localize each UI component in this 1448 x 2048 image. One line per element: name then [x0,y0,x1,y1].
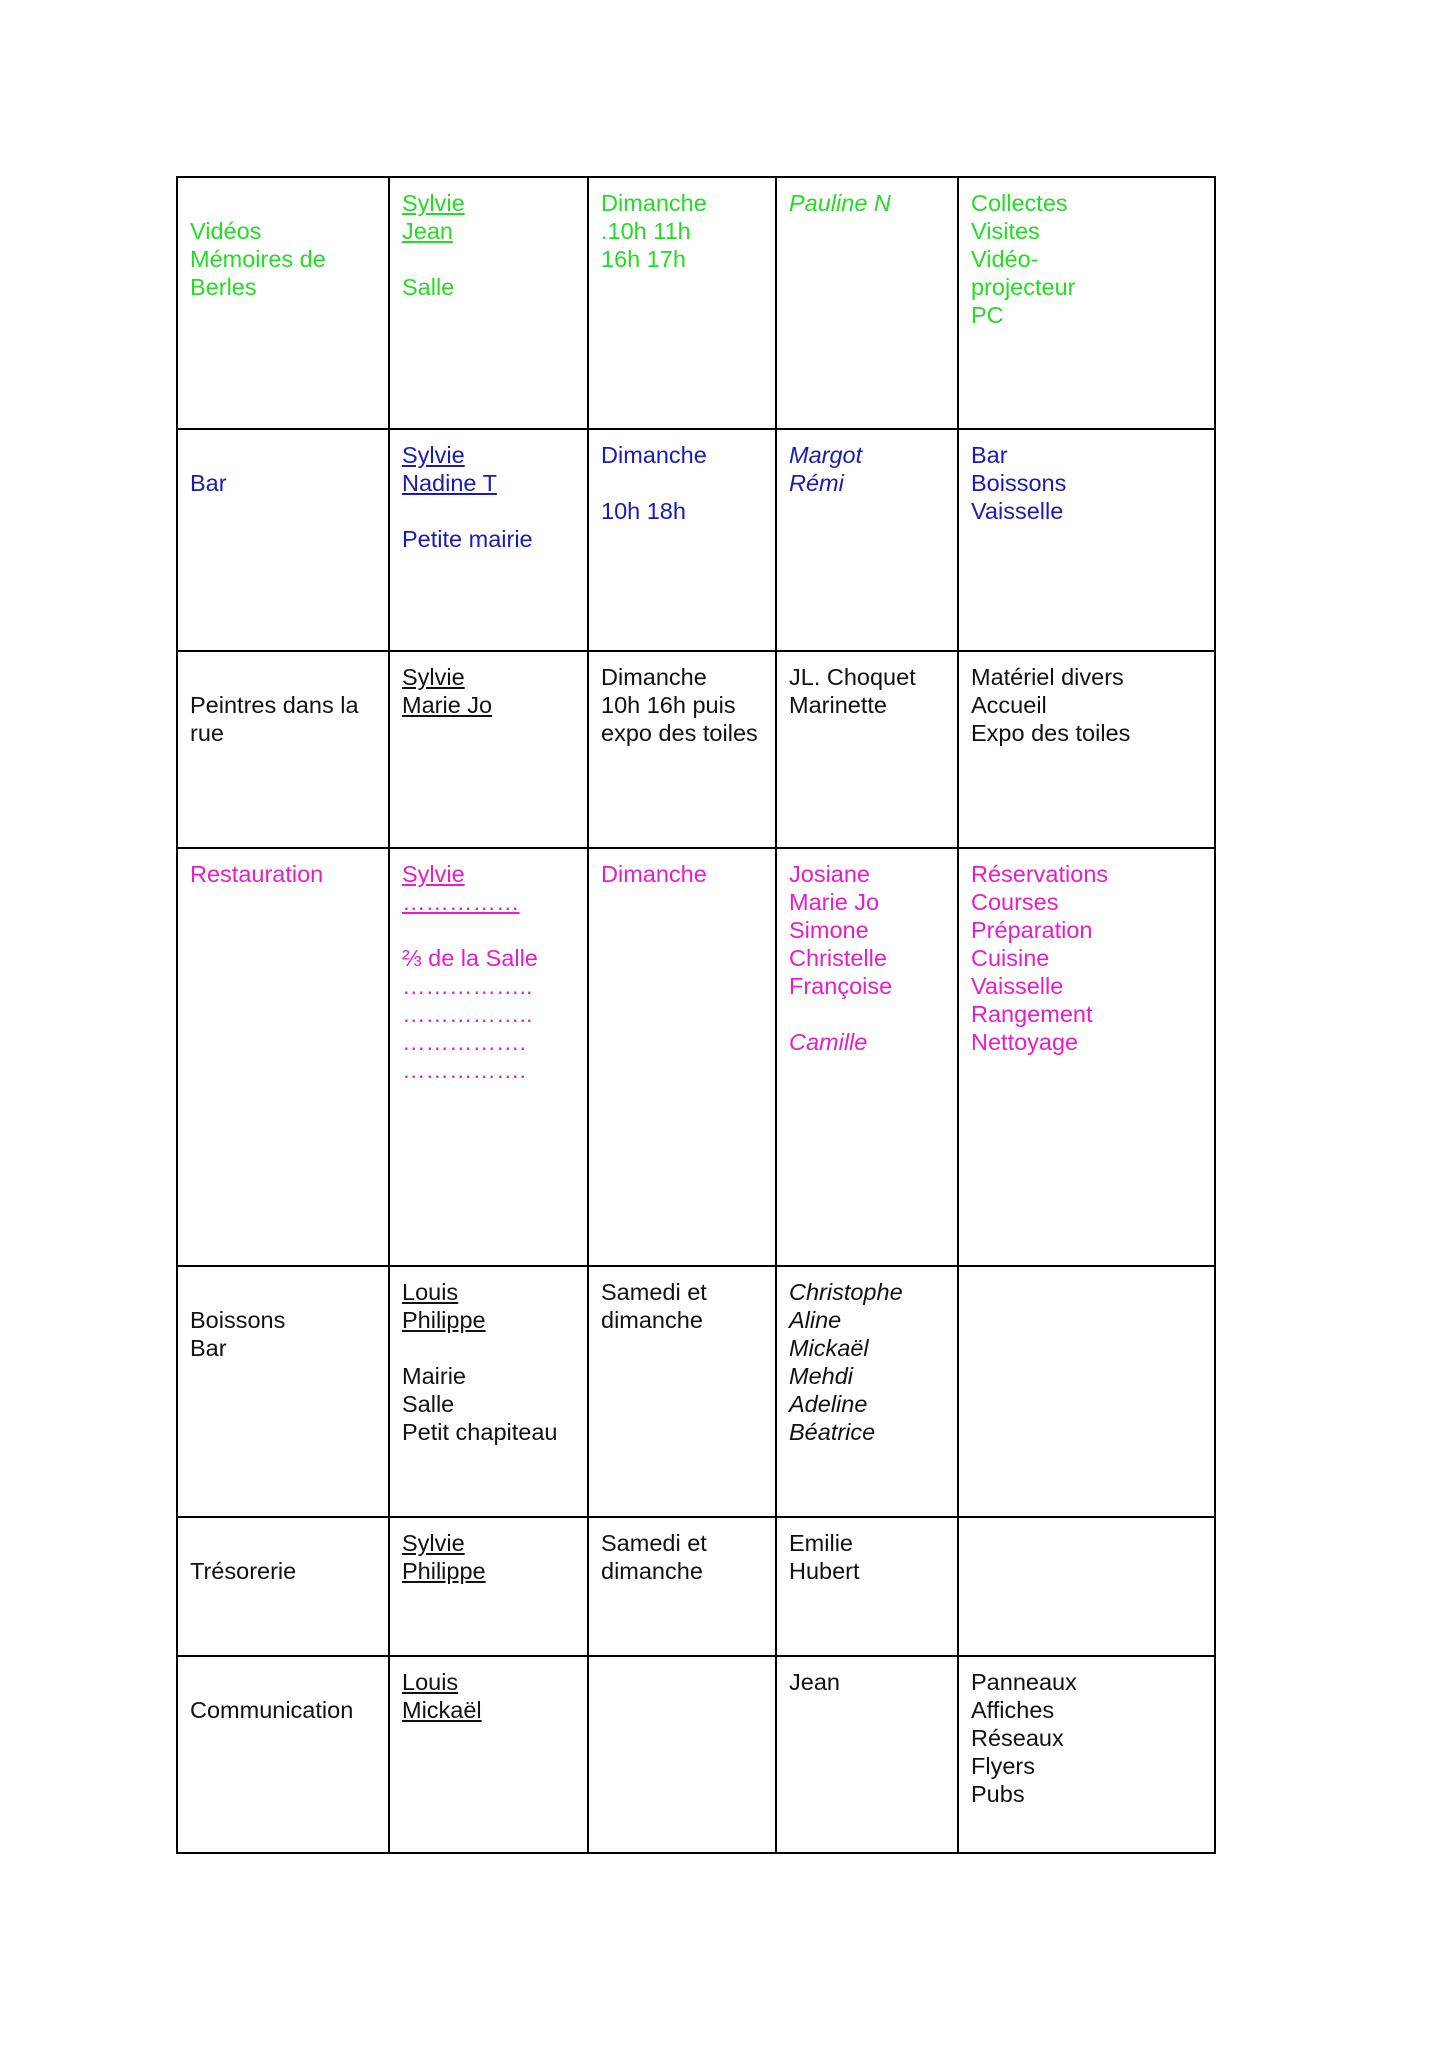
cell-line: expo des toiles [601,720,758,746]
horaires-cell [588,1517,776,1656]
cell-line: 16h 17h [601,246,686,272]
cell-line [190,663,376,691]
cell-line: rue [190,720,224,746]
cell-line: Mickaël [402,1697,482,1723]
cell-line: Pubs [971,1781,1025,1807]
cell-line: Christophe [789,1279,903,1305]
benevoles-cell [776,1517,958,1656]
taches-cell [958,848,1215,1266]
taches-cell [958,177,1215,429]
cell-line: Dimanche [601,664,707,690]
taches-cell [958,1517,1215,1656]
activity-cell [177,651,389,848]
cell-line: PC [971,302,1004,328]
cell-line: dimanche [601,1307,703,1333]
cell-line: Philippe [402,1558,486,1584]
cell-line: Nettoyage [971,1029,1079,1055]
benevoles-cell [776,1656,958,1853]
cell-line: Vidéos [190,218,262,244]
cell-line: Marie Jo [789,889,880,915]
taches-cell [958,1266,1215,1517]
cell-line: Rangement [971,1001,1093,1027]
activity-cell [177,1517,389,1656]
cell-line: Louis [402,1669,459,1695]
cell-line: Accueil [971,692,1047,718]
cell-line: Sylvie [402,664,465,690]
volunteer-planning-table [176,176,1216,1854]
cell-line: Aline [789,1307,842,1333]
cell-line: Mémoires de [190,246,326,272]
cell-line: Vaisselle [971,498,1064,524]
cell-line: Matériel divers [971,664,1124,690]
cell-line: Mickaël [789,1335,869,1361]
cell-line: dimanche [601,1558,703,1584]
cell-line: Berles [190,274,257,300]
cell-line [789,1000,945,1028]
cell-line: Bar [190,470,227,496]
cell-line: Béatrice [789,1419,876,1445]
cell-line: Préparation [971,917,1093,943]
cell-spacer [402,497,575,525]
cell-line: 10h 18h [601,498,686,524]
responsables-cell [389,1517,588,1656]
cell-line: Adeline [789,1391,868,1417]
cell-line: Josiane [789,861,870,887]
cell-line: ……………. [402,1029,527,1055]
cell-line: Salle [402,1391,455,1417]
cell-line: Courses [971,889,1059,915]
cell-line: 10h 16h puis [601,692,736,718]
benevoles-cell [776,177,958,429]
responsables-cell [389,848,588,1266]
cell-line [190,1278,376,1306]
cell-line: Communication [190,1697,354,1723]
taches-cell [958,1656,1215,1853]
horaires-cell [588,651,776,848]
cell-line: Jean [789,1669,840,1695]
cell-line: Simone [789,917,869,943]
cell-line: Dimanche [601,190,707,216]
cell-line: Panneaux [971,1669,1077,1695]
cell-line: Vidéo- [971,246,1039,272]
table-row [177,429,1215,651]
horaires-cell [588,429,776,651]
cell-line: Samedi et [601,1530,707,1556]
responsables-cell [389,177,588,429]
cell-line: Cuisine [971,945,1050,971]
cell-line: Mairie [402,1363,466,1389]
taches-cell [958,651,1215,848]
horaires-cell [588,1266,776,1517]
cell-line: Philippe [402,1307,486,1333]
table-row [177,177,1215,429]
table-row [177,848,1215,1266]
cell-line: Visites [971,218,1040,244]
cell-line: JL. Choquet [789,664,916,690]
cell-line: Trésorerie [190,1558,297,1584]
cell-line: Louis [402,1279,459,1305]
cell-line: Salle [402,274,455,300]
table-row [177,1517,1215,1656]
benevoles-cell [776,651,958,848]
responsables-cell [389,429,588,651]
cell-line [190,189,376,217]
horaires-cell [588,848,776,1266]
cell-line: Camille [789,1029,868,1055]
cell-line [601,469,763,497]
cell-line: …………….. [402,1001,533,1027]
cell-line: Réservations [971,861,1109,887]
activity-cell [177,1266,389,1517]
cell-line: Hubert [789,1558,860,1584]
responsables-cell [389,651,588,848]
activity-cell [177,1656,389,1853]
table-row [177,1656,1215,1853]
cell-line: Bar [190,1335,227,1361]
cell-line: …………… [402,889,520,915]
table-row [177,651,1215,848]
cell-line: Samedi et [601,1279,707,1305]
cell-line: Margot [789,442,863,468]
cell-line: Bar [971,442,1008,468]
activity-cell [177,429,389,651]
responsables-cell [389,1656,588,1853]
cell-line: Vaisselle [971,973,1064,999]
horaires-cell [588,177,776,429]
cell-line: ⅔ de la Salle [402,945,538,971]
cell-line: Expo des toiles [971,720,1131,746]
table-row [177,1266,1215,1517]
horaires-cell [588,1656,776,1853]
cell-line: Pauline N [789,190,891,216]
cell-line: Marinette [789,692,887,718]
activity-cell [177,177,389,429]
cell-line: Boissons [971,470,1067,496]
benevoles-cell [776,429,958,651]
taches-cell [958,429,1215,651]
activity-cell [177,848,389,1266]
cell-line [190,1529,376,1557]
benevoles-cell [776,848,958,1266]
cell-line: Emilie [789,1530,853,1556]
cell-line: Jean [402,218,453,244]
cell-line: Petit chapiteau [402,1419,558,1445]
cell-spacer [402,245,575,273]
cell-line: Sylvie [402,1530,465,1556]
cell-line: …………….. [402,973,533,999]
cell-line: Affiches [971,1697,1055,1723]
cell-line: Dimanche [601,442,707,468]
cell-line: Réseaux [971,1725,1064,1751]
cell-line: Boissons [190,1307,286,1333]
cell-line: Restauration [190,861,324,887]
cell-line: Sylvie [402,861,465,887]
cell-spacer [402,1334,575,1362]
cell-line: Rémi [789,470,844,496]
cell-line: Christelle [789,945,887,971]
cell-line: .10h 11h [601,218,691,244]
cell-line: Flyers [971,1753,1035,1779]
cell-line: Collectes [971,190,1068,216]
benevoles-cell [776,1266,958,1517]
responsables-cell [389,1266,588,1517]
cell-line: Petite mairie [402,526,533,552]
table-body [177,177,1215,1853]
cell-line: Françoise [789,973,893,999]
cell-line: Sylvie [402,442,465,468]
cell-line: Dimanche [601,861,707,887]
cell-line: Peintres dans la [190,692,359,718]
cell-line: Nadine T [402,470,497,496]
cell-line: projecteur [971,274,1076,300]
cell-line: Mehdi [789,1363,854,1389]
cell-line [190,1668,376,1696]
cell-line [190,441,376,469]
cell-line: Marie Jo [402,692,493,718]
cell-line: Sylvie [402,190,465,216]
cell-spacer [402,916,575,944]
cell-line: ……………. [402,1057,527,1083]
